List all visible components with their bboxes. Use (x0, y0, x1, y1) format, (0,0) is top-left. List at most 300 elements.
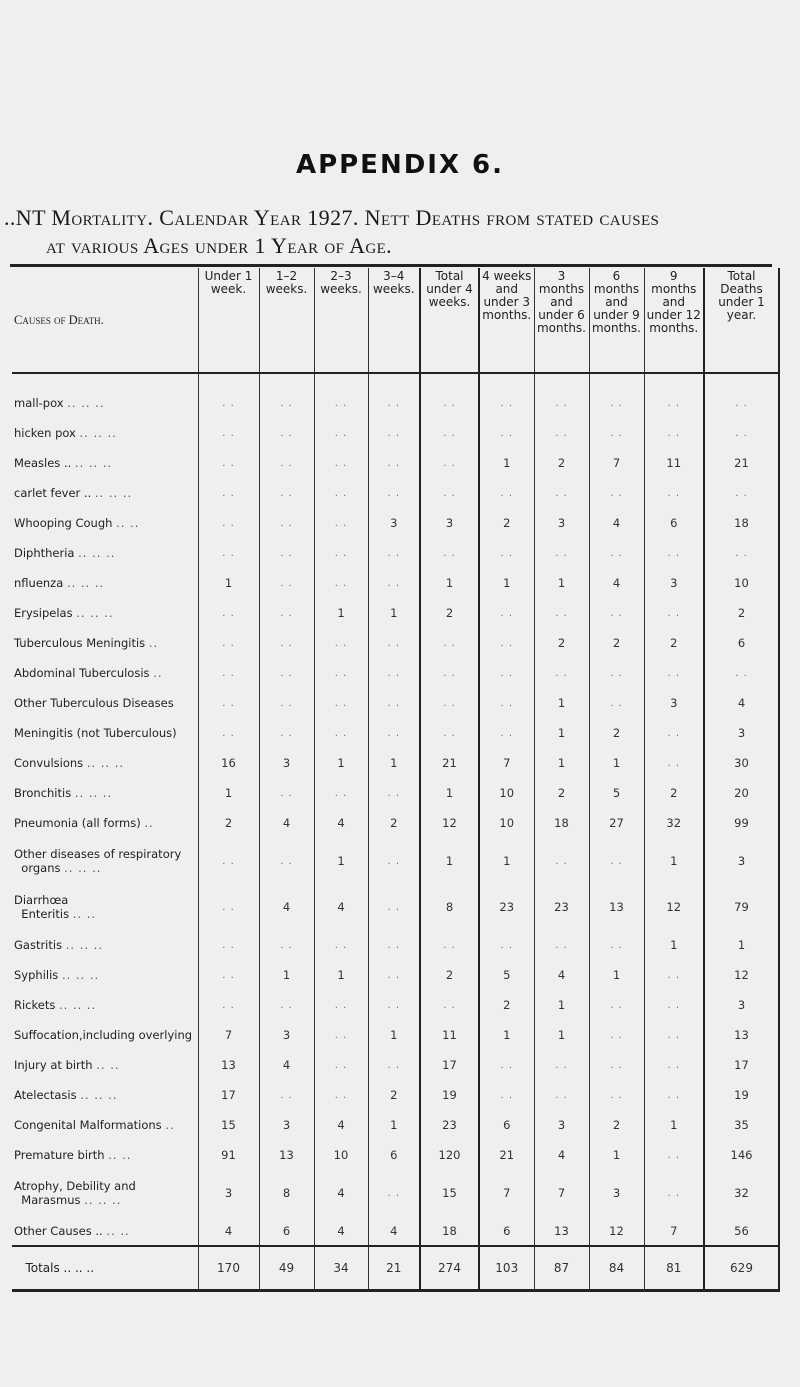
cause-label: Whooping Cough (14, 516, 113, 530)
value-cell: . . (479, 688, 534, 718)
value-cell: 1 (420, 568, 479, 598)
table-row (12, 628, 779, 658)
value-cell: . . (314, 688, 368, 718)
leader-dots: .. .. .. (61, 968, 100, 982)
table-row (12, 1020, 779, 1050)
cause-label: Meningitis (not Tuberculous) (14, 726, 177, 740)
value-cell: 1 (368, 1110, 420, 1140)
value-cell: 13 (259, 1140, 314, 1170)
cause-cell (12, 538, 198, 568)
value-cell: 8 (420, 884, 479, 930)
table-body (12, 373, 779, 1291)
cause-cell (12, 1216, 198, 1246)
value-cell: 3 (534, 1110, 589, 1140)
total-value-cell: 81 (644, 1246, 704, 1291)
leader-dots: .. .. .. (80, 1088, 118, 1102)
value-cell: . . (198, 628, 259, 658)
table-row (12, 508, 779, 538)
value-cell: 6 (479, 1110, 534, 1140)
value-cell: . . (314, 448, 368, 478)
value-cell: . . (259, 478, 314, 508)
value-cell: 13 (589, 884, 644, 930)
value-cell: 6 (644, 508, 704, 538)
value-cell: 10 (314, 1140, 368, 1170)
cause-label: Atelectasis (14, 1088, 77, 1102)
value-cell: 2 (368, 1080, 420, 1110)
value-cell: 18 (420, 1216, 479, 1246)
leader-dots: .. .. .. (67, 396, 105, 410)
value-cell: . . (314, 1080, 368, 1110)
value-cell: 3 (704, 990, 779, 1020)
value-cell: 146 (704, 1140, 779, 1170)
value-cell: . . (479, 930, 534, 960)
value-cell: . . (198, 930, 259, 960)
value-cell: . . (368, 838, 420, 884)
value-cell: 4 (314, 808, 368, 838)
value-cell: . . (644, 748, 704, 778)
value-cell: 32 (704, 1170, 779, 1216)
value-cell: 15 (198, 1110, 259, 1140)
value-cell: . . (368, 778, 420, 808)
value-cell: 2 (644, 778, 704, 808)
value-cell: . . (420, 418, 479, 448)
value-cell: . . (704, 658, 779, 688)
cause-cell (12, 960, 198, 990)
value-cell: . . (420, 478, 479, 508)
value-cell: . . (704, 478, 779, 508)
value-cell: . . (534, 930, 589, 960)
value-cell: . . (644, 990, 704, 1020)
value-cell: 6 (704, 628, 779, 658)
value-cell: 13 (534, 1216, 589, 1246)
totals-row (12, 1246, 779, 1291)
value-cell: 3 (644, 688, 704, 718)
value-cell: 23 (420, 1110, 479, 1140)
value-cell: . . (259, 508, 314, 538)
value-cell: . . (259, 388, 314, 418)
value-cell: . . (198, 838, 259, 884)
value-cell: . . (420, 990, 479, 1020)
value-cell: 4 (314, 1170, 368, 1216)
value-cell: . . (314, 418, 368, 448)
cause-label: Congenital Malformations (14, 1118, 162, 1132)
value-cell: 11 (420, 1020, 479, 1050)
table-row (12, 1110, 779, 1140)
value-cell: . . (534, 1080, 589, 1110)
value-cell: 1 (314, 960, 368, 990)
cause-label: carlet fever .. (14, 486, 92, 500)
value-cell: . . (259, 418, 314, 448)
cause-label-continued: organs (14, 861, 61, 875)
value-cell: 10 (479, 778, 534, 808)
value-cell: 12 (704, 960, 779, 990)
value-cell: 21 (479, 1140, 534, 1170)
leader-dots: .. .. .. (74, 456, 113, 470)
value-cell: . . (589, 388, 644, 418)
value-cell: 13 (198, 1050, 259, 1080)
cause-label: Injury at birth (14, 1058, 93, 1072)
value-cell: 10 (704, 568, 779, 598)
table-row (12, 688, 779, 718)
table-row (12, 990, 779, 1020)
cause-cell (12, 688, 198, 718)
cause-label-continued: Marasmus (14, 1193, 81, 1207)
total-value-cell: 49 (259, 1246, 314, 1291)
value-cell: . . (259, 658, 314, 688)
value-cell: 5 (589, 778, 644, 808)
value-cell: . . (368, 568, 420, 598)
leader-dots: .. (165, 1118, 175, 1132)
value-cell: 1 (534, 718, 589, 748)
cause-label: Premature birth (14, 1148, 105, 1162)
total-value-cell: 34 (314, 1246, 368, 1291)
value-cell: 1 (644, 838, 704, 884)
table-row (12, 1050, 779, 1080)
value-cell: 1 (420, 838, 479, 884)
value-cell: 3 (420, 508, 479, 538)
cause-label: Erysipelas (14, 606, 73, 620)
value-cell: . . (589, 1080, 644, 1110)
value-cell: 2 (479, 990, 534, 1020)
value-cell: . . (644, 658, 704, 688)
value-cell: . . (198, 990, 259, 1020)
value-cell: 3 (644, 568, 704, 598)
value-cell: . . (589, 418, 644, 448)
value-cell: . . (259, 930, 314, 960)
value-cell: . . (589, 1050, 644, 1080)
table-row (12, 960, 779, 990)
table-row (12, 568, 779, 598)
value-cell: . . (198, 884, 259, 930)
leader-dots: .. (153, 666, 163, 680)
value-cell: 21 (704, 448, 779, 478)
value-cell: . . (259, 628, 314, 658)
value-cell: 1 (644, 930, 704, 960)
value-cell: . . (589, 658, 644, 688)
total-value-cell: 103 (479, 1246, 534, 1291)
table-row (12, 1080, 779, 1110)
header-row (12, 268, 779, 373)
value-cell: 79 (704, 884, 779, 930)
cause-cell (12, 930, 198, 960)
value-cell: 3 (704, 718, 779, 748)
value-cell: . . (644, 1080, 704, 1110)
value-cell: . . (368, 448, 420, 478)
table-row (12, 930, 779, 960)
value-cell: 7 (198, 1020, 259, 1050)
value-cell: . . (259, 448, 314, 478)
value-cell: 3 (589, 1170, 644, 1216)
leader-dots: .. (148, 636, 159, 650)
table-row (12, 884, 779, 930)
table-row (12, 1140, 779, 1170)
value-cell: . . (314, 478, 368, 508)
value-cell: 6 (479, 1216, 534, 1246)
value-cell: 17 (198, 1080, 259, 1110)
leader-dots: .. .. .. (66, 576, 105, 590)
cause-label: Syphilis (14, 968, 59, 982)
value-cell: 1 (704, 930, 779, 960)
col-header-3-6-months: 3 months and under 6 months. (534, 268, 589, 373)
value-cell: 1 (368, 748, 420, 778)
value-cell: . . (368, 688, 420, 718)
value-cell: . . (259, 1080, 314, 1110)
value-cell: . . (259, 688, 314, 718)
value-cell: . . (479, 628, 534, 658)
value-cell: 2 (589, 628, 644, 658)
leader-dots: .. .. (106, 1223, 130, 1238)
cause-label: Measles .. (14, 456, 72, 470)
leader-dots: .. .. (108, 1148, 132, 1162)
value-cell: 6 (368, 1140, 420, 1170)
leader-dots: .. .. .. (59, 998, 97, 1012)
col-header-4-weeks-3-months: 4 weeks and under 3 months. (479, 268, 534, 373)
value-cell: . . (198, 448, 259, 478)
value-cell: . . (644, 1050, 704, 1080)
value-cell: . . (314, 990, 368, 1020)
col-header-cause: Causes of Death. (12, 268, 198, 373)
cause-cell (12, 448, 198, 478)
value-cell: . . (314, 538, 368, 568)
table-row (12, 1216, 779, 1246)
value-cell: 4 (368, 1216, 420, 1246)
value-cell: . . (644, 960, 704, 990)
cause-label: Convulsions (14, 756, 84, 770)
cause-label: nfluenza (14, 576, 64, 590)
value-cell: . . (368, 990, 420, 1020)
value-cell: 23 (534, 884, 589, 930)
value-cell: . . (420, 688, 479, 718)
value-cell: . . (534, 658, 589, 688)
value-cell: . . (644, 418, 704, 448)
value-cell: 1 (479, 1020, 534, 1050)
value-cell: 7 (479, 1170, 534, 1216)
value-cell: 7 (589, 448, 644, 478)
cause-cell (12, 508, 198, 538)
value-cell: 19 (704, 1080, 779, 1110)
value-cell: . . (198, 718, 259, 748)
spacer-row (12, 373, 779, 388)
value-cell: 4 (534, 960, 589, 990)
value-cell: 3 (198, 1170, 259, 1216)
value-cell: 2 (534, 778, 589, 808)
value-cell: . . (644, 598, 704, 628)
total-value-cell: 274 (420, 1246, 479, 1291)
leader-dots: .. .. .. (76, 606, 114, 620)
value-cell: . . (644, 1020, 704, 1050)
value-cell: . . (368, 1170, 420, 1216)
cause-label-continued: Enteritis (14, 907, 70, 921)
table-row (12, 658, 779, 688)
value-cell: 17 (420, 1050, 479, 1080)
cause-cell (12, 1050, 198, 1080)
value-cell: . . (479, 538, 534, 568)
value-cell: . . (314, 508, 368, 538)
cause-label: mall-pox (14, 396, 64, 410)
top-rule (10, 264, 772, 267)
leader-dots: .. .. (96, 1058, 120, 1072)
cause-cell (12, 1140, 198, 1170)
value-cell: 7 (479, 748, 534, 778)
cause-cell (12, 1080, 198, 1110)
leader-dots: .. .. .. (65, 938, 103, 952)
col-header-1-2-weeks: 1–2 weeks. (259, 268, 314, 373)
value-cell: . . (259, 568, 314, 598)
cause-label: Rickets (14, 998, 56, 1012)
cause-cell (12, 808, 198, 838)
value-cell: . . (198, 418, 259, 448)
cause-cell (12, 418, 198, 448)
value-cell: 27 (589, 808, 644, 838)
value-cell: 16 (198, 748, 259, 778)
total-value-cell: 21 (368, 1246, 420, 1291)
value-cell: 1 (589, 748, 644, 778)
value-cell: . . (479, 478, 534, 508)
totals-label: Totals .. .. .. (12, 1246, 198, 1291)
value-cell: . . (420, 538, 479, 568)
value-cell: 2 (644, 628, 704, 658)
value-cell: . . (314, 568, 368, 598)
leader-dots: .. .. .. (94, 486, 133, 500)
table-title-line2: at various Ages under 1 Year of Age. (46, 233, 393, 258)
value-cell: 3 (259, 1110, 314, 1140)
value-cell: . . (589, 598, 644, 628)
value-cell: . . (198, 388, 259, 418)
value-cell: . . (589, 478, 644, 508)
value-cell: . . (198, 658, 259, 688)
value-cell: 1 (534, 1020, 589, 1050)
value-cell: 91 (198, 1140, 259, 1170)
table-row (12, 778, 779, 808)
value-cell: . . (644, 718, 704, 748)
leader-dots: .. .. (116, 516, 140, 530)
value-cell: . . (479, 718, 534, 748)
value-cell: . . (198, 478, 259, 508)
value-cell: 4 (198, 1216, 259, 1246)
value-cell: . . (259, 598, 314, 628)
value-cell: . . (704, 538, 779, 568)
table-row (12, 388, 779, 418)
total-value-cell: 84 (589, 1246, 644, 1291)
value-cell: 1 (198, 568, 259, 598)
col-header-6-9-months: 6 months and under 9 months. (589, 268, 644, 373)
leader-dots: .. .. .. (64, 861, 102, 875)
value-cell: . . (589, 930, 644, 960)
value-cell: . . (534, 1050, 589, 1080)
mortality-table (12, 268, 780, 1292)
value-cell: 1 (259, 960, 314, 990)
value-cell: 3 (259, 748, 314, 778)
table-row (12, 538, 779, 568)
value-cell: . . (704, 418, 779, 448)
value-cell: 21 (420, 748, 479, 778)
value-cell: . . (368, 388, 420, 418)
value-cell: . . (644, 1170, 704, 1216)
value-cell: . . (589, 688, 644, 718)
value-cell: 2 (534, 448, 589, 478)
value-cell: 1 (534, 748, 589, 778)
cause-label: Suffocation,including overlying (14, 1028, 193, 1042)
value-cell: 8 (259, 1170, 314, 1216)
cause-cell (12, 748, 198, 778)
value-cell: . . (368, 930, 420, 960)
value-cell: . . (259, 838, 314, 884)
total-value-cell: 87 (534, 1246, 589, 1291)
value-cell: . . (368, 418, 420, 448)
value-cell: 23 (479, 884, 534, 930)
value-cell: . . (198, 538, 259, 568)
value-cell: 5 (479, 960, 534, 990)
value-cell: 11 (644, 448, 704, 478)
cause-cell (12, 658, 198, 688)
value-cell: 1 (479, 448, 534, 478)
value-cell: 4 (314, 1216, 368, 1246)
value-cell: . . (259, 778, 314, 808)
value-cell: 2 (198, 808, 259, 838)
value-cell: 7 (644, 1216, 704, 1246)
table-row (12, 808, 779, 838)
value-cell: . . (534, 598, 589, 628)
leader-dots: .. .. .. (84, 1193, 122, 1207)
value-cell: . . (420, 448, 479, 478)
cause-label: Diarrhœa (14, 893, 69, 907)
value-cell: 4 (259, 808, 314, 838)
value-cell: . . (368, 658, 420, 688)
appendix-title: APPENDIX 6. (295, 150, 505, 180)
value-cell: . . (368, 884, 420, 930)
table-row (12, 748, 779, 778)
leader-dots: .. .. (72, 907, 97, 921)
value-cell: 18 (534, 808, 589, 838)
value-cell: 3 (534, 508, 589, 538)
col-header-total-deaths: Total Deaths under 1 year. (704, 268, 779, 373)
value-cell: . . (368, 478, 420, 508)
value-cell: . . (420, 388, 479, 418)
table-row (12, 718, 779, 748)
value-cell: 1 (534, 568, 589, 598)
value-cell: 12 (420, 808, 479, 838)
value-cell: 2 (479, 508, 534, 538)
value-cell: 18 (704, 508, 779, 538)
value-cell: 4 (314, 884, 368, 930)
value-cell: 4 (259, 1050, 314, 1080)
cause-cell (12, 598, 198, 628)
value-cell: 1 (479, 838, 534, 884)
value-cell: 1 (368, 598, 420, 628)
value-cell: . . (479, 418, 534, 448)
table-row (12, 838, 779, 884)
value-cell: 2 (589, 1110, 644, 1140)
leader-dots: .. .. .. (79, 426, 117, 440)
cause-cell (12, 628, 198, 658)
cause-label: Atrophy, Debility and (14, 1179, 136, 1193)
value-cell: . . (198, 960, 259, 990)
leader-dots: .. (144, 816, 154, 830)
value-cell: . . (198, 508, 259, 538)
value-cell: . . (259, 718, 314, 748)
value-cell: 20 (704, 778, 779, 808)
value-cell: . . (368, 1050, 420, 1080)
value-cell: . . (368, 538, 420, 568)
value-cell: . . (479, 388, 534, 418)
value-cell: . . (259, 990, 314, 1020)
value-cell: 1 (198, 778, 259, 808)
value-cell: 2 (420, 598, 479, 628)
value-cell: . . (644, 478, 704, 508)
value-cell: 12 (589, 1216, 644, 1246)
cause-cell (12, 718, 198, 748)
cause-cell (12, 568, 198, 598)
